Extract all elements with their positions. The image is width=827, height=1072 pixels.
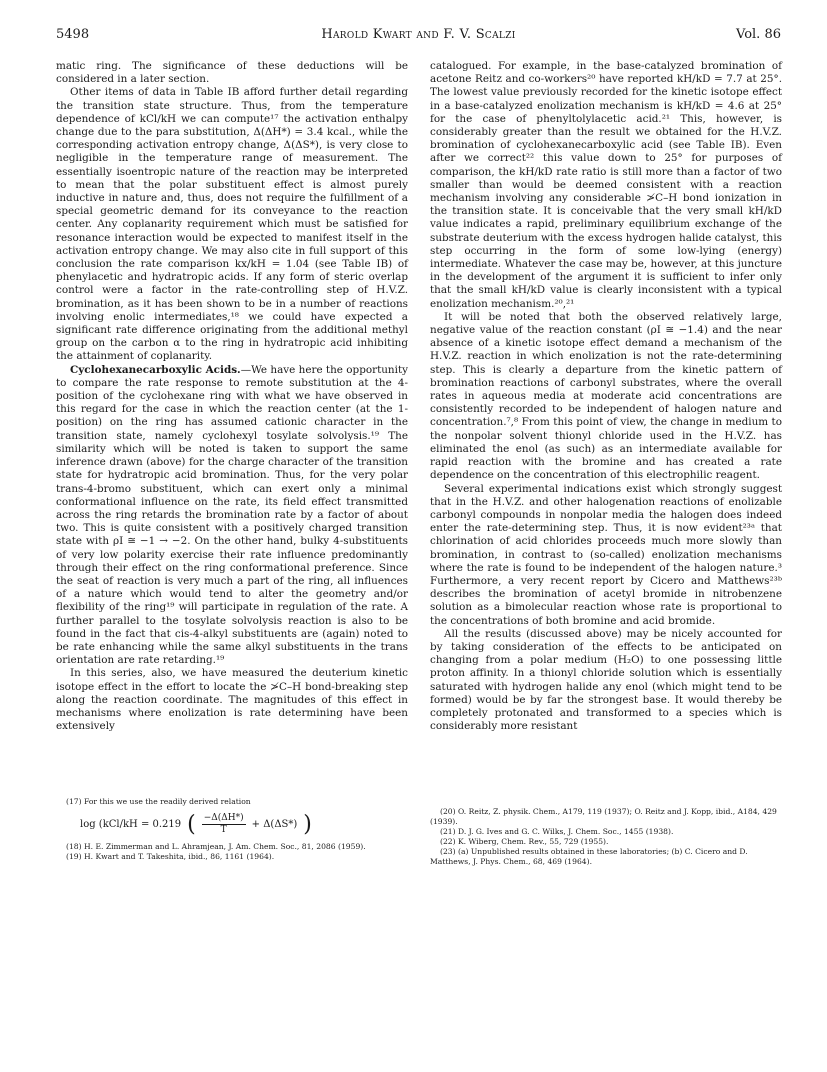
formula-fraction [202, 813, 246, 836]
paragraph: catalogued. For example, in the base-catalyzed bromination of acetone Reitz and co-workers²⁰ have reported kH/kD = 7.7 at 25°. The lowest value previously recorded for the kinetic isotope effect in a base-catalyzed enolization mechanism is kH/kD = 4.6 at 25° for the case of phenyltolylacetic acid.²¹ This, however, is considerably greater than the result we obtained for the H.V.Z. bromination of cyclohexanecarboxylic acid (see Table IB). Even after we correct²² this value down to 25° for purposes of comparison, the kH/kD rate ratio is still more than a factor of two smaller than would be deemed consistent with a reaction mechanism involving any considerable ≯C–H bond ionization in the transition state. It is conceivable that the very small kH/kD value indicates a rapid, preliminary equilibrium exchange of the substrate deuterium with the excess hydrogen halide catalyst, this step occurring in the form of some low-lying (energy) intermediate. Whatever the case may be, however, at this juncture in the development of the argument it is sufficient to infer only that the small kH/kD value is clearly inconsistent with a typical enolization mechanism.²⁰,²¹ [430, 60, 782, 310]
footnote-21: (21) D. J. G. Ives and G. C. Wilks, J. Chem. Soc., 1455 (1938). [440, 827, 674, 836]
paragraph: Several experimental indications exist which strongly suggest that in the H.V.Z. and other halogenation reactions of enolizable carbonyl compounds in nonpolar media the halogen does indeed enter the rate-determining step. Thus, it is now evident²³ᵃ that chlorination of acid chlorides proceeds much more slowly than bromination, in contrast to (so-called) enolization mechanisms where the rate is found to be independent of the halogen nature.³ Furthermore, a very recent report by Cicero and Matthews²³ᵇ describes the bromination of acetyl bromide in nitrobenzene solution as a bimolecular reaction whose rate is proportional to the concentrations of both bromine and acid bromide. [430, 482, 782, 627]
section-paragraph [56, 364, 408, 668]
footnote-18: (18) H. E. Zimmerman and L. Ahramjean, J. Am. Chem. Soc., 81, 2086 (1959). [66, 842, 366, 851]
footnote-17: (17) For this we use the readily derived relation [66, 797, 251, 806]
page-header [56, 26, 781, 44]
footnote-23: (23) (a) Unpublished results obtained in these laboratories; (b) C. Cicero and D. Matthews, J. Phys. Chem., 68, 469 (1964). [430, 847, 748, 866]
paren-open: ( [187, 811, 196, 837]
formula-numerator: −Δ(ΔH*) [203, 813, 244, 823]
page-number: 5498 [56, 27, 90, 42]
paragraph: matic ring. The significance of these deductions will be considered in a later section. [56, 60, 408, 86]
footnotes-left [56, 797, 408, 862]
paragraph: All the results (discussed above) may be nicely accounted for by taking consideration of the effects to be anticipated on changing from a polar medium (H₂O) to one possessing little proton affinity. In a thionyl chloride solution which is essentially saturated with hydrogen halide any enol (which might tend to be formed) would be by far the strongest base. It would thereby be completely protonated and transformed to a species which is considerably more resistant [430, 627, 782, 733]
footnote-22: (22) K. Wiberg, Chem. Rev., 55, 729 (1955). [440, 837, 609, 846]
formula-denominator: T [220, 825, 227, 835]
paren-close: ) [303, 811, 312, 837]
footnotes-right [430, 807, 782, 867]
formula-rhs: + Δ(ΔS*) [251, 818, 298, 830]
running-head-authors: Harold Kwart and F. V. Scalzi [321, 27, 516, 42]
footnote-19: (19) H. Kwart and T. Takeshita, ibid., 86, 1161 (1964). [66, 852, 275, 861]
left-column [56, 60, 408, 733]
volume-label: Vol. 86 [736, 27, 781, 42]
right-column [430, 60, 782, 733]
paragraph: Other items of data in Table IB afford further detail regarding the transition state structure. Thus, from the temperature dependence of kCl/kH we can compute¹⁷ the activation enthalpy change due to the para substitution, Δ(ΔH*) = 3.4 kcal., while the corresponding activation entropy change, Δ(ΔS*), is very close to negligible in the temperature range of measurement. The essentially isoentropic nature of the reaction may be interpreted to mean that the polar substituent effect is almost purely inductive in nature and, thus, does not require the fulfillment of a special geometric demand for its conveyance to the reaction center. Any coplanarity requirement which must be satisfied for resonance interaction would be expected to manifest itself in the activation entropy change. We may also cite in full support of this conclusion the rate comparison kx/kH = 1.04 (see Table IB) of phenylacetic and hydratropic acids. If any form of steric overlap control were a factor in the rate-controlling step of H.V.Z. bromination, as it has been shown to be in a number of reactions involving enolic intermediates,¹⁸ we could have expected a significant rate difference originating from the additional methyl group on the carbon α to the ring in hydratropic acid inhibiting the attainment of coplanarity. [56, 86, 408, 363]
footnote-formula [80, 813, 408, 836]
section-heading: Cyclohexanecarboxylic Acids. [70, 363, 241, 376]
paragraph: In this series, also, we have measured the deuterium kinetic isotope effect in the effort to locate the ≯C–H bond-breaking step along the reaction coordinate. The magnitudes of this effect in mechanisms where enolization is rate determining have been extensively [56, 667, 408, 733]
footnote-20: (20) O. Reitz, Z. physik. Chem., A179, 119 (1937); O. Reitz and J. Kopp, ibid., A184, 429 (1939). [430, 807, 777, 826]
paragraph-text: —We have here the opportunity to compare the rate response to remote substitution at the 4-position of the cyclohexane ring with what we have observed in this regard for the case in which the reaction center (at the 1-position) on the ring has assumed cationic character in the transition state, namely cyclohexyl tosylate solvolysis.¹⁹ The similarity which will be noted is taken to support the same inference drawn (above) for the charge character of the transition state for hydratropic acid bromination. Thus, for the very polar trans-4-bromo substituent, which can exert only a minimal conformational influence on the rate, its field effect transmitted across the ring retards the bromination rate by a factor of about two. This is quite consistent with a positively charged transition state with ρI ≅ −1 → −2. On the other hand, bulky 4-substituents of very low polarity exercise their rate influence predominantly through their effect on the ring conformational preference. Since the seat of reaction is very much a part of the ring, all influences of a nature which would tend to alter the geometry and/or flexibility of the ring¹⁹ will participate in regulation of the rate. A further parallel to the tosylate solvolysis reaction is also to be found in the fact that cis-4-alkyl substituents are (again) noted to be rate enhancing while the same alkyl substituents in the trans orientation are rate retarding.¹⁹ [56, 363, 408, 667]
formula-lhs: log (kCl/kH = 0.219 [80, 818, 182, 830]
paragraph: It will be noted that both the observed relatively large, negative value of the reaction constant (ρI ≅ −1.4) and the near absence of a kinetic isotope effect demand a mechanism of the H.V.Z. reaction in which enolization is not the rate-determining step. This is clearly a departure from the kinetic pattern of bromination reactions of carbonyl substrates, where the overall rates in aqueous media at moderate acid concentrations are consistently recorded to be independent of halogen nature and concentration.⁷,⁸ From this point of view, the change in medium to the nonpolar solvent thionyl chloride used in the H.V.Z. has eliminated the enol (as such) as an intermediate available for rapid reaction with the bromine and has created a rate dependence on the concentration of this electrophilic reagent. [430, 310, 782, 482]
